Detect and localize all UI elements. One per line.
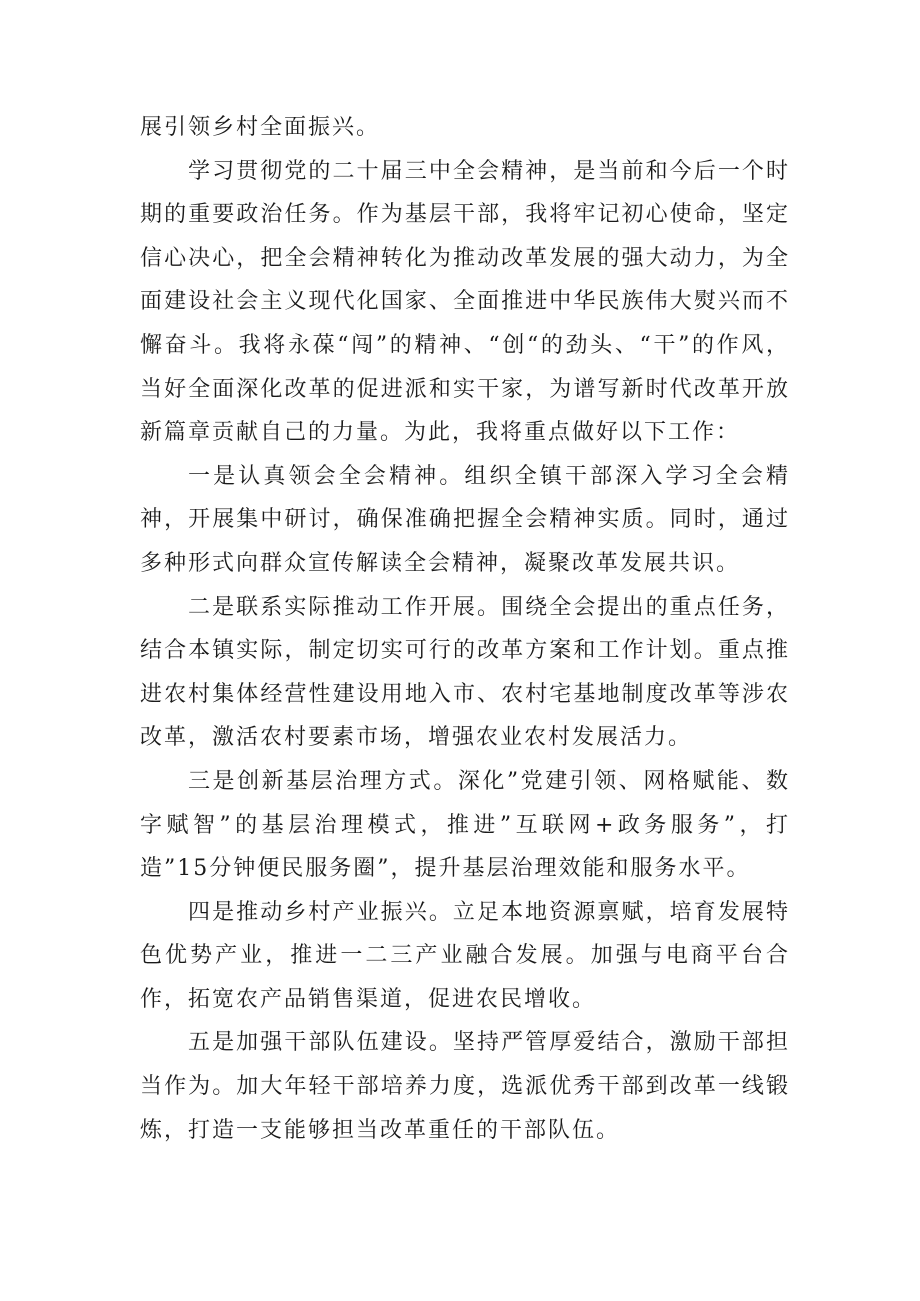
paragraph-point-2: 二是联系实际推动工作开展。围绕全会提出的重点任务，结合本镇实际，制定切实可行的改革方案和工作计划。重点推进农村集体经营性建设用地入市、农村宅基地制度改革等涉农改革，激活农村要素市场，增强农业农村发展活力。 [140,594,790,751]
paragraph-point-3: 三是创新基层治理方式。深化”党建引领、网格赋能、数字赋智”的基层治理模式，推进”互联网+政务服务”，打造”15分钟便民服务圈”，提升基层治理效能和服务水平。 [140,768,790,882]
paragraph-point-1: 一是认真领会全会精神。组织全镇干部深入学习全会精神，开展集中研讨，确保准确把握全会精神实质。同时，通过多种形式向群众宣传解读全会精神，凝聚改革发展共识。 [140,463,790,576]
document-body [140,106,790,1152]
paragraph-continuation: 展引领乡村全面振兴。 [140,115,381,140]
paragraph-point-4: 四是推动乡村产业振兴。立足本地资源禀赋，培育发展特色优势产业，推进一二三产业融合发展。加强与电商平台合作，拓宽农产品销售渠道，促进农民增收。 [140,899,790,1012]
paragraph-point-5: 五是加强干部队伍建设。坚持严管厚爱结合，激励干部担当作为。加大年轻干部培养力度，选派优秀干部到改革一线锻炼，打造一支能够担当改革重任的干部队伍。 [140,1030,790,1143]
paragraph-intro: 学习贯彻党的二十届三中全会精神，是当前和今后一个时期的重要政治任务。作为基层干部，我将牢记初心使命，坚定信心决心，把全会精神转化为推动改革发展的强大动力，为全面建设社会主义现代化国家、全面推进中华民族伟大熨兴而不懈奋斗。我将永葆“闯”的精神、“创“的劲头、“干”的作风，当好全面深化改革的促进派和实干家，为谱写新时代改革开放新篇章贡献自己的力量。为此，我将重点做好以下工作： [140,158,790,446]
